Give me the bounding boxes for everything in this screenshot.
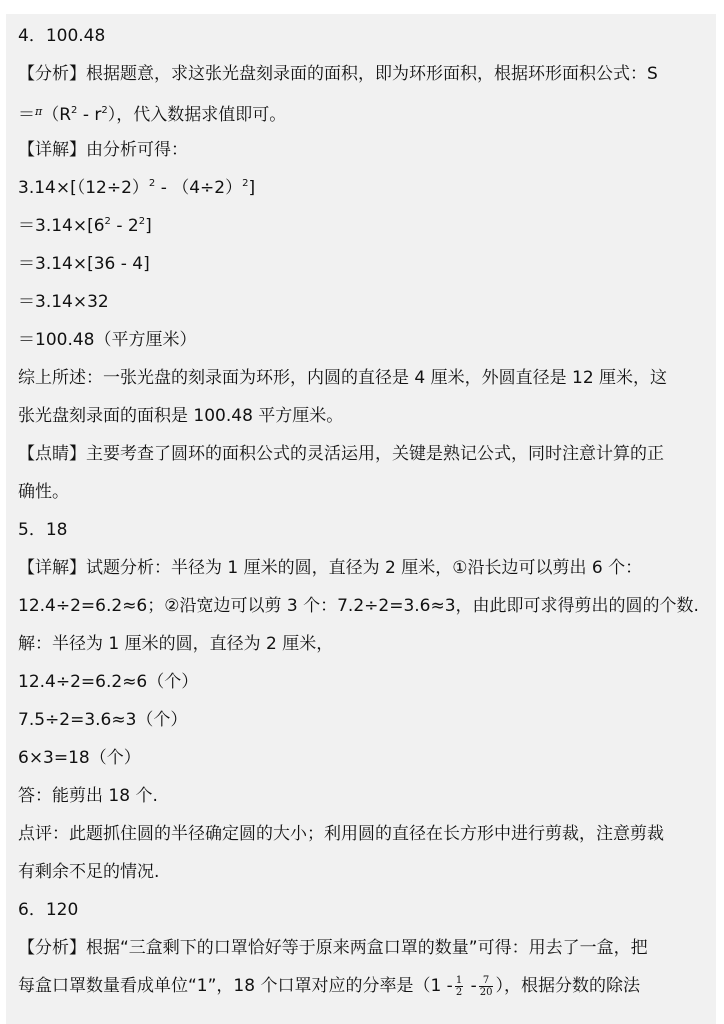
q5-detail-line-1: 【详解】试题分析：半径为 1 厘米的圆，直径为 2 厘米，①沿长边可以剪出 6 个： <box>18 558 643 578</box>
q5-solution: 解：半径为 1 厘米的圆，直径为 2 厘米， <box>18 634 334 654</box>
q4-summary-line-2: 张光盘刻录面的面积是 100.48 平方厘米。 <box>18 406 344 426</box>
q4-heading: 4．100.48 <box>18 26 106 46</box>
q4-comment-line-1: 【点睛】主要考查了圆环的面积公式的灵活运用，关键是熟记公式，同时注意计算的正 <box>18 444 664 464</box>
q5-detail-line-2: 12.4÷2=6.2≈6；②沿宽边可以剪 3 个：7.2÷2=3.6≈3，由此即可求得剪出的圆的个数. <box>18 596 699 616</box>
document-page <box>6 14 716 1024</box>
q4-step-2: $=3.14\times[6^2 - 2^2]$ <box>18 216 152 236</box>
q4-detail-label: 【详解】由分析可得： <box>18 140 188 160</box>
q5-calc-2: 7.5÷2=3.6≈3（个） <box>18 710 188 730</box>
q6-analysis-line-2: 每盒口罩数量看成单位“1”，18 个口罩对应的分率是（1 - $\frac{1}{2}$ - $\frac{7}{20}$ ），根据分数的除法 <box>18 974 640 998</box>
q4-analysis-line-1: 【分析】根据题意，求这张光盘刻录面的面积，即为环形面积，根据环形面积公式：S <box>18 64 658 84</box>
q4-comment-line-2: 确性。 <box>18 482 69 502</box>
q4-step-3: ＝3.14×[36 - 4] <box>18 254 150 274</box>
q5-heading: 5．18 <box>18 520 68 540</box>
q5-review-line-2: 有剩余不足的情况. <box>18 862 160 882</box>
q4-step-1: $3.14\times[(12\div 2)^2 - (4\div 2)^2]$ <box>18 178 256 198</box>
q5-calc-1: 12.4÷2=6.2≈6（个） <box>18 672 199 692</box>
q5-calc-3: 6×3=18（个） <box>18 748 141 768</box>
pi-symbol: π <box>35 105 43 118</box>
q4-step-4: ＝3.14×32 <box>18 292 109 312</box>
q5-review-line-1: 点评：此题抓住圆的半径确定圆的大小；利用圆的直径在长方形中进行剪裁，注意剪裁 <box>18 824 664 844</box>
q6-heading: 6．120 <box>18 900 79 920</box>
q4-analysis-line-2: $=^\pi(R^2 - r^2)$，代入数据求值即可。 <box>18 105 287 125</box>
q6-analysis-line-1: 【分析】根据“三盒剩下的口罩恰好等于原来两盒口罩的数量”可得：用去了一盒，把 <box>18 938 648 958</box>
q5-answer: 答：能剪出 18 个. <box>18 786 158 806</box>
fraction-seven-twentieths: $\frac{7}{20}$ <box>479 974 493 998</box>
q4-summary-line-1: 综上所述：一张光盘的刻录面为环形，内圆的直径是 4 厘米，外圆直径是 12 厘米，这 <box>18 368 668 388</box>
q4-step-5: ＝100.48（平方厘米） <box>18 330 197 350</box>
fraction-one-half: $\frac{1}{2}$ <box>455 974 463 998</box>
